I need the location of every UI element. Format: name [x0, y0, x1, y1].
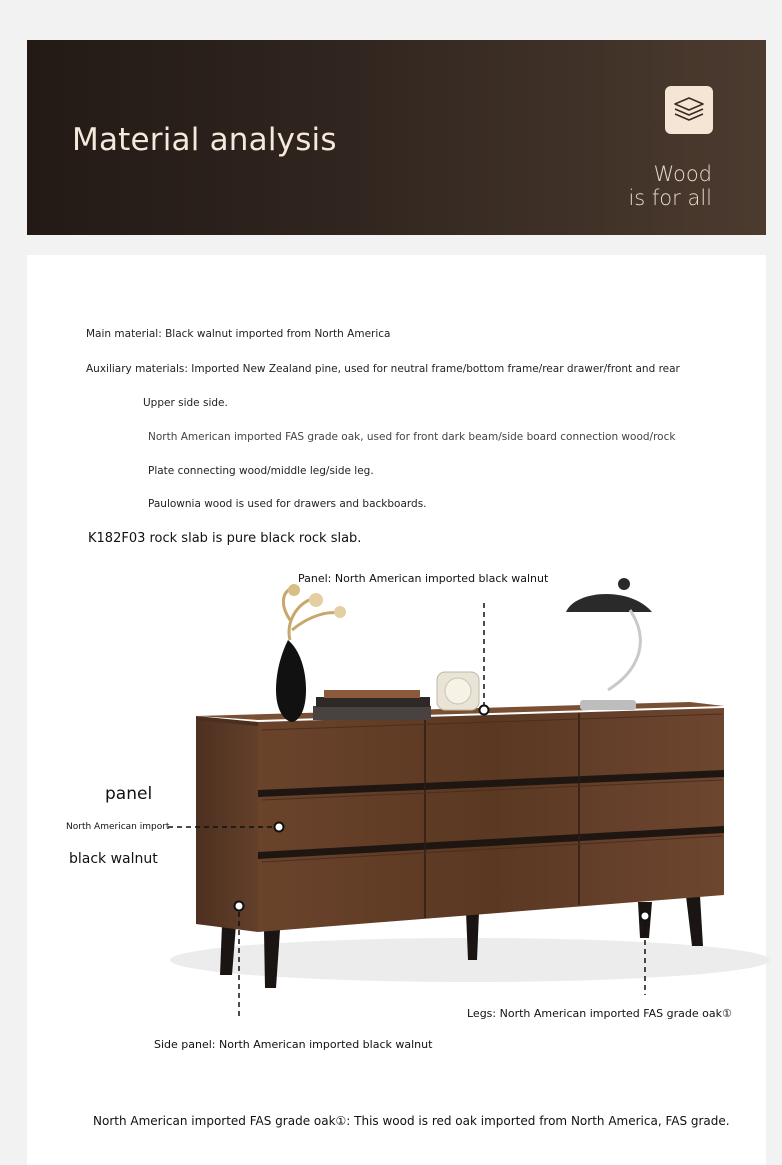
desk-lamp	[566, 594, 652, 612]
vase	[276, 640, 306, 722]
callout-dot-side-panel	[235, 902, 244, 911]
callout-panel-heading: panel	[105, 784, 153, 804]
callout-legs-label: Legs: North American imported FAS grade oak①	[467, 1007, 732, 1020]
tagline	[628, 162, 712, 210]
callout-side-panel-label: Side panel: North American imported black walnut	[154, 1038, 433, 1051]
leg-front-left	[264, 930, 280, 988]
dresser-front	[258, 708, 724, 932]
spec-auxiliary-line1: Auxiliary materials: Imported New Zealand pine, used for neutral frame/bottom frame/rear drawer/front and rear	[86, 363, 680, 375]
tagline-line1: Wood	[653, 162, 712, 186]
spec-auxiliary-line2: Upper side side.	[143, 397, 228, 409]
spec-rock-slab: K182F03 rock slab is pure black rock slab.	[88, 531, 362, 546]
spec-main-material: Main material: Black walnut imported from North America	[86, 328, 391, 340]
callout-dot-panel	[275, 823, 284, 832]
book-stack	[313, 706, 431, 720]
spec-oak-line1: North American imported FAS grade oak, used for front dark beam/side board connection wood/rock	[148, 431, 676, 443]
callout-dot-top-panel	[480, 706, 489, 715]
header-banner	[27, 40, 766, 235]
callout-top-panel-label: Panel: North American imported black walnut	[298, 572, 549, 585]
footnote: North American imported FAS grade oak①: This wood is red oak imported from North America, FAS grade.	[93, 1114, 730, 1128]
callout-panel-import: North American import	[66, 822, 170, 832]
side-panel	[196, 718, 258, 932]
callout-dot-legs	[641, 912, 650, 921]
leg-middle	[466, 912, 479, 960]
layers-icon	[665, 86, 713, 134]
spec-oak-line2: Plate connecting wood/middle leg/side leg.	[148, 465, 374, 477]
leg-front-right	[686, 896, 703, 946]
tagline-line2: is for all	[628, 186, 712, 210]
spec-paulownia: Paulownia wood is used for drawers and backboards.	[148, 498, 427, 510]
page-title: Material analysis	[72, 122, 337, 158]
callout-panel-wood: black walnut	[69, 851, 158, 867]
